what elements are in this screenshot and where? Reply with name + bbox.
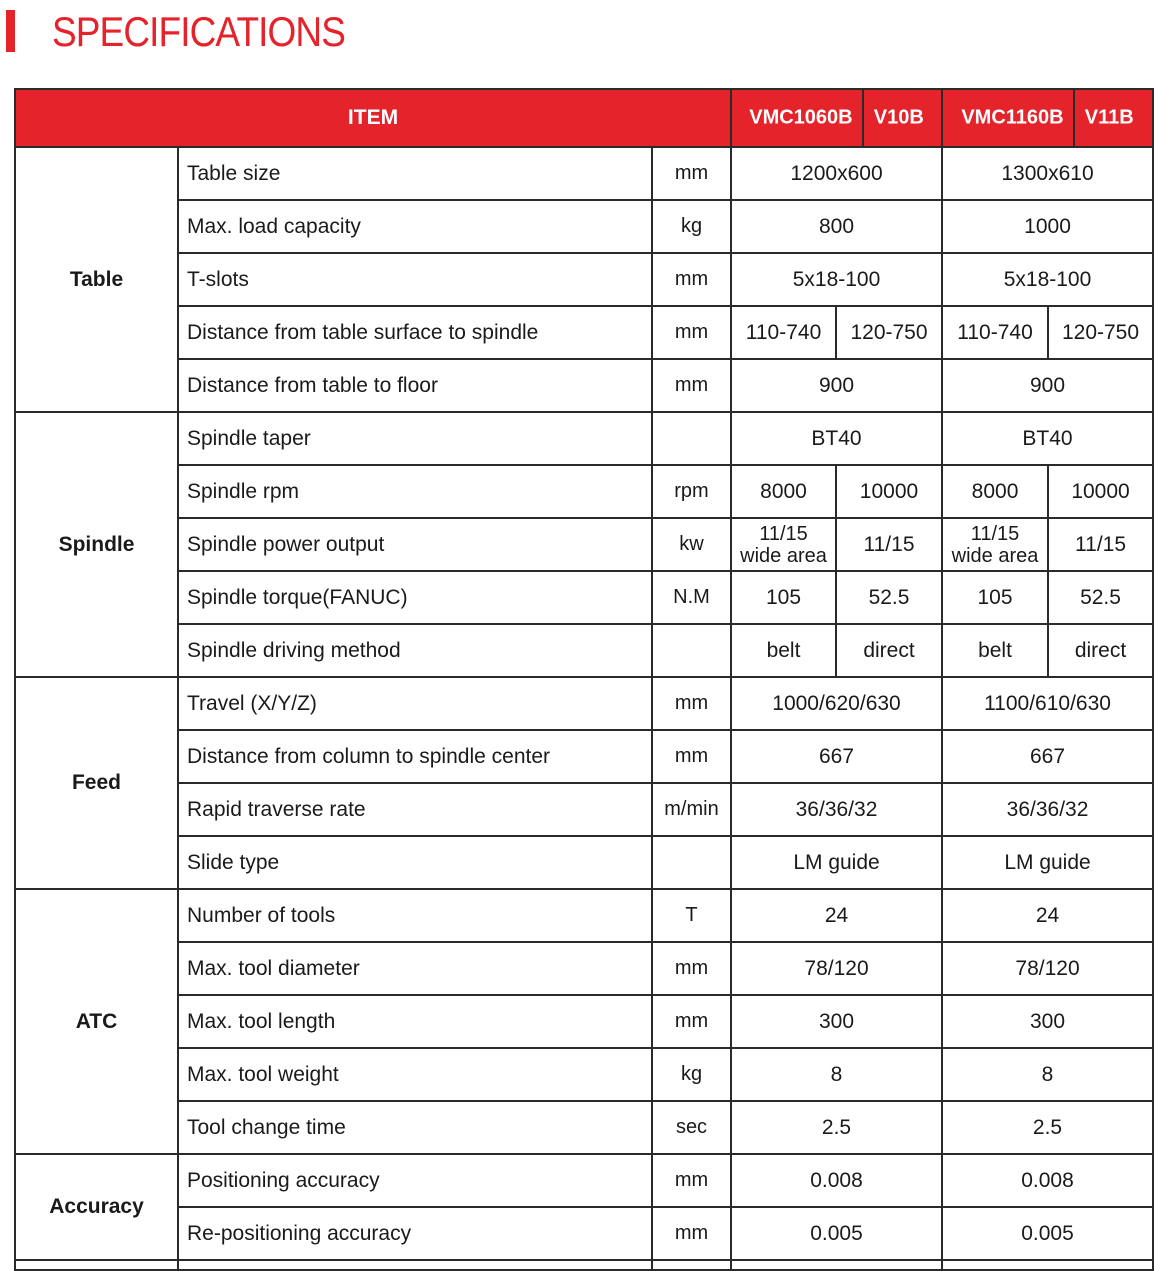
header-divider [1073,90,1075,146]
table-row [15,730,1153,783]
unit-cell: sec [652,1101,731,1154]
unit-cell: mm [652,359,731,412]
item-label: Spindle torque(FANUC) [178,571,652,624]
table-row [15,1154,1153,1207]
value-cell: 5x18-100 [942,253,1153,306]
unit-cell: mm [652,942,731,995]
value-cell: 0.008 [731,1154,942,1207]
header-divider [862,90,864,146]
value-cell: 667 [731,730,942,783]
value-line: 11/15 [970,522,1020,545]
specifications-table [14,88,1154,1271]
table-row [15,995,1153,1048]
value-line: 11/15 [759,522,808,545]
unit-cell: mm [652,730,731,783]
group-accuracy: Accuracy [15,1154,178,1260]
value-cell: 300 [942,995,1153,1048]
value-cell: direct [1048,624,1153,677]
unit-cell: mm [652,995,731,1048]
value-cell: 24 [942,889,1153,942]
table-row [15,518,1153,571]
value-cell: 667 [942,730,1153,783]
value-cell: 800 [731,200,942,253]
value-cell: 120-750 [1048,306,1153,359]
value-cell: 8 [942,1048,1153,1101]
table-row [15,783,1153,836]
value-cell: 11/15 [836,518,942,571]
value-cell: 0.005 [942,1207,1153,1260]
group-feed: Feed [15,677,178,889]
value-cell: 0.008 [942,1154,1153,1207]
table-row [15,359,1153,412]
header-item: ITEM [15,89,731,147]
table-row [15,412,1153,465]
item-label: Travel (X/Y/Z) [178,677,652,730]
unit-cell: mm [652,147,731,200]
item-label: Slide type [178,836,652,889]
value-cell: 36/36/32 [731,783,942,836]
header-row [15,89,1153,147]
value-line: wide area [740,544,827,567]
header-model-v10b: V10B [873,106,924,129]
table-row [15,624,1153,677]
group-spindle: Spindle [15,412,178,677]
group-atc: ATC [15,889,178,1154]
unit-cell [652,412,731,465]
value-cell: 10000 [836,465,942,518]
value-cell: 105 [942,571,1048,624]
table-row-cut-off [15,1260,1153,1270]
value-cell: belt [942,624,1048,677]
table-row [15,147,1153,200]
unit-cell: m/min [652,783,731,836]
table-row [15,253,1153,306]
value-cell: 78/120 [942,942,1153,995]
unit-cell: kw [652,518,731,571]
table-row [15,571,1153,624]
value-cell: 120-750 [836,306,942,359]
table-row [15,200,1153,253]
unit-cell: mm [652,306,731,359]
value-cell: 0.005 [731,1207,942,1260]
table-row [15,306,1153,359]
item-label: Max. tool length [178,995,652,1048]
value-cell: 52.5 [1048,571,1153,624]
unit-cell: T [652,889,731,942]
page-title: SPECIFICATIONS [52,8,345,55]
item-label: Spindle power output [178,518,652,571]
unit-cell: mm [652,253,731,306]
item-label: Distance from column to spindle center [178,730,652,783]
unit-cell: kg [652,200,731,253]
empty-cell [178,1260,652,1270]
value-cell: 8000 [942,465,1048,518]
value-cell: 1000/620/630 [731,677,942,730]
value-cell: 300 [731,995,942,1048]
unit-cell: mm [652,1207,731,1260]
item-label: Max. tool weight [178,1048,652,1101]
header-model-vmc1160b: VMC1160B [961,106,1064,129]
value-cell: 8 [731,1048,942,1101]
value-cell: 105 [731,571,836,624]
value-cell: 2.5 [731,1101,942,1154]
value-cell: belt [731,624,836,677]
header-model-group-2 [942,89,1153,147]
table-row [15,889,1153,942]
table-row [15,1207,1153,1260]
unit-cell: N.M [652,571,731,624]
group-table: Table [15,147,178,412]
empty-cell [731,1260,942,1270]
value-cell: 900 [731,359,942,412]
unit-cell: rpm [652,465,731,518]
table-row [15,1048,1153,1101]
header-model-v11b: V11B [1084,106,1134,129]
item-label: Table size [178,147,652,200]
value-cell [731,518,836,571]
value-cell: 1200x600 [731,147,942,200]
item-label: Distance from table surface to spindle [178,306,652,359]
value-cell: 24 [731,889,942,942]
table-row [15,836,1153,889]
unit-cell: mm [652,1154,731,1207]
item-label: Tool change time [178,1101,652,1154]
value-cell: 52.5 [836,571,942,624]
table-row [15,942,1153,995]
value-cell: 1000 [942,200,1153,253]
item-label: Re-positioning accuracy [178,1207,652,1260]
value-cell: 8000 [731,465,836,518]
item-label: Max. tool diameter [178,942,652,995]
item-label: Rapid traverse rate [178,783,652,836]
item-label: Max. load capacity [178,200,652,253]
item-label: Number of tools [178,889,652,942]
value-cell: 78/120 [731,942,942,995]
unit-cell: mm [652,677,731,730]
value-cell: 5x18-100 [731,253,942,306]
value-cell: 2.5 [942,1101,1153,1154]
value-cell: 110-740 [731,306,836,359]
header-model-group-1 [731,89,942,147]
value-cell: BT40 [731,412,942,465]
item-label: Spindle taper [178,412,652,465]
item-label: Distance from table to floor [178,359,652,412]
item-label: T-slots [178,253,652,306]
value-cell: BT40 [942,412,1153,465]
item-label: Positioning accuracy [178,1154,652,1207]
value-cell: 900 [942,359,1153,412]
empty-cell [652,1260,731,1270]
value-line: wide area [951,544,1039,567]
value-cell: 1100/610/630 [942,677,1153,730]
value-cell: 10000 [1048,465,1153,518]
empty-cell [942,1260,1153,1270]
empty-cell [15,1260,178,1270]
table-row [15,677,1153,730]
title-accent-bar [6,10,15,52]
unit-cell [652,836,731,889]
value-cell: LM guide [942,836,1153,889]
value-cell: 110-740 [942,306,1048,359]
header-model-vmc1060b: VMC1060B [749,106,853,129]
value-cell: 11/15 [1048,518,1153,571]
item-label: Spindle driving method [178,624,652,677]
value-cell: 1300x610 [942,147,1153,200]
unit-cell [652,624,731,677]
value-cell [942,518,1048,571]
value-cell: direct [836,624,942,677]
table-row [15,465,1153,518]
table-row [15,1101,1153,1154]
unit-cell: kg [652,1048,731,1101]
value-cell: 36/36/32 [942,783,1153,836]
value-cell: LM guide [731,836,942,889]
item-label: Spindle rpm [178,465,652,518]
